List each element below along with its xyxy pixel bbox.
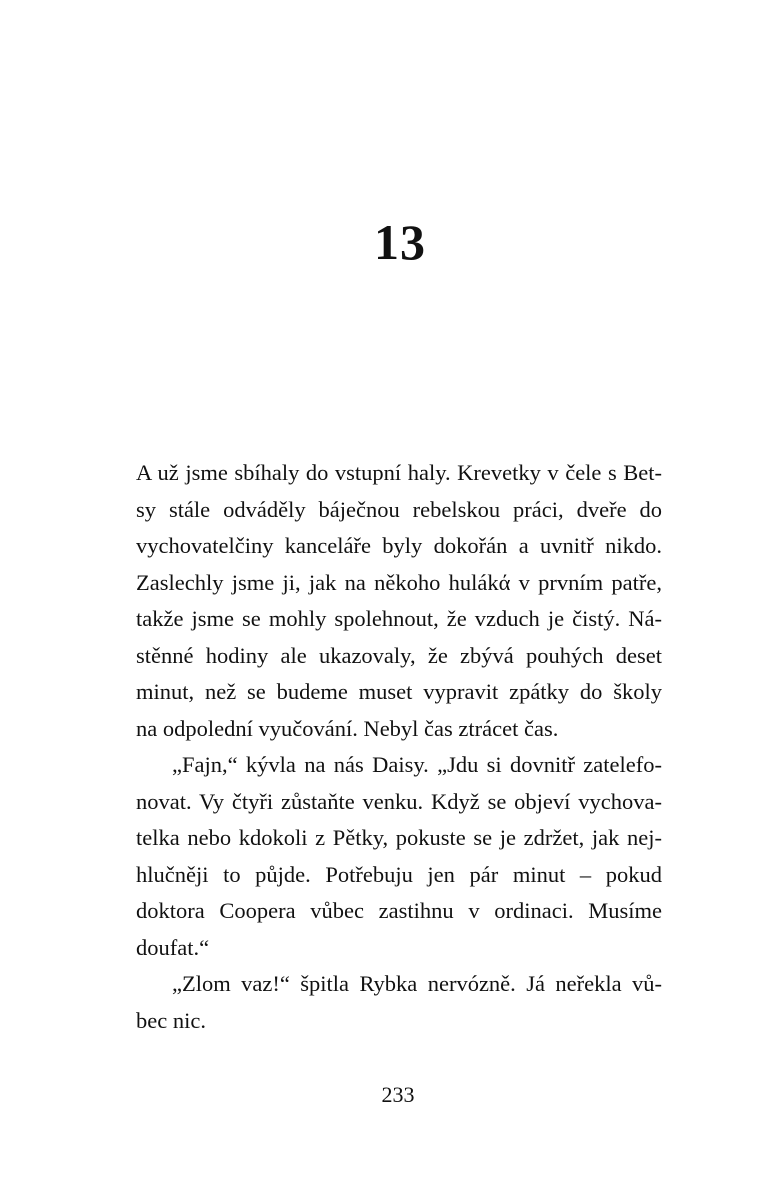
paragraph-2 [136,747,662,966]
text-line: doktora Coopera vůbec zastihnu v ordinaci. Musíme [136,898,662,923]
text-line: stěnné hodiny ale ukazovaly, že zbývá pouhých deset [136,642,662,668]
text-line: „Zlom vaz!“ špitla Rybka nervózně. Já neřekla vů- [172,971,662,996]
text-line: A už jsme sbíhaly do vstupní haly. Krevetky v čele s Bet- [136,460,662,485]
text-line: novat. Vy čtyři zůstaňte venku. Když se objeví vychova- [136,788,662,814]
text-line: telka nebo kdokoli z Pětky, pokuste se je zdržet, jak nej- [136,825,662,850]
text-line: sy stále odváděly báječnou rebelskou práci, dveře do [136,496,662,522]
text-line: bec nic. [136,1007,206,1033]
chapter-number: 13 [374,214,426,270]
text-line: na odpolední vyučování. Nebyl čas ztrácet čas. [136,715,559,741]
text-line: vychovatelčiny kanceláře byly dokořán a uvnitř nikdo. [136,533,662,558]
text-line: „Fajn,“ kývla na nás Daisy. „Jdu si dovnitř zatelefo- [172,752,662,777]
paragraph-1 [136,455,662,747]
text-line: Zaslechly jsme ji, jak na někoho hulákά v prvním patře, [136,569,662,595]
body-text [136,455,662,1039]
text-line: takže jsme se mohly spolehnout, že vzduch je čistý. Ná- [136,606,662,631]
paragraph-3 [136,966,662,1039]
text-line: hlučněji to půjde. Potřebuju jen pár minut – pokud [136,861,662,887]
text-line: doufat.“ [136,934,210,960]
page-number: 233 [381,1082,415,1107]
text-line: minut, než se budeme muset vypravit zpátky do školy [136,679,662,704]
